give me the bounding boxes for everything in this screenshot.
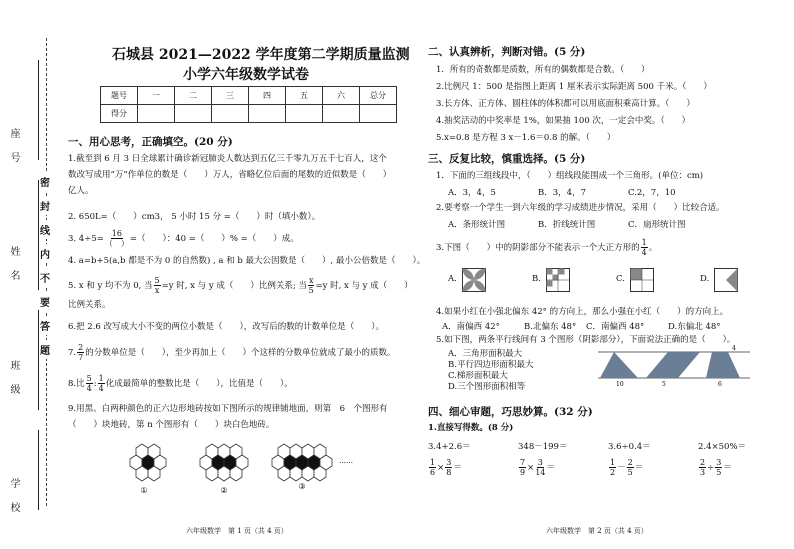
name-line <box>38 180 39 290</box>
exam-subtitle: 小学六年级数学试卷 <box>183 67 309 83</box>
figure-num-4: 4 <box>732 345 736 352</box>
section-3-title: 三、反复比较，慎重选择。(5 分) <box>428 153 586 165</box>
footer-right: 六年级数学 第 2 页（共 4 页） <box>546 527 648 535</box>
fraction <box>98 374 105 393</box>
denominator: 14 <box>535 468 546 477</box>
question-5 <box>68 276 413 295</box>
seal-char: 题 <box>40 340 50 359</box>
fraction <box>627 458 634 477</box>
choice-2-option-b: B．折线统计图 <box>538 220 596 230</box>
score-cell <box>249 105 286 123</box>
equals: ＝ <box>546 463 555 473</box>
numerator: 1 <box>430 458 436 467</box>
calc-2: 348－199＝ <box>518 442 568 452</box>
parallel-lines-figure <box>594 344 754 388</box>
denominator: 8 <box>446 468 452 477</box>
choice-4-option-b: B.北偏东 48° <box>524 322 577 332</box>
choice-5-option-a: A．三角形面积最大 <box>448 349 523 359</box>
score-cell: 二 <box>175 87 212 105</box>
denominator: 5 <box>627 468 633 477</box>
shaded-quarter <box>631 269 643 281</box>
score-cell <box>286 105 323 123</box>
question-3 <box>68 229 299 248</box>
choice-4-option-c: C．南偏西 48° <box>586 322 645 332</box>
seal-char: 要 <box>40 292 50 311</box>
question-8-text: 8.比 <box>68 379 85 389</box>
school-label: 学 校 <box>8 478 19 514</box>
numerator: 5 <box>154 276 160 285</box>
denominator: 4 <box>86 384 92 393</box>
score-cell <box>360 105 397 123</box>
name-label: 姓 名 <box>8 246 19 282</box>
fraction <box>429 458 436 477</box>
equals: ＝ <box>723 463 732 473</box>
question-1-line-1: 1.截至到 6 月 3 日全球累计确诊新冠肺炎人数达到五亿三千零九万五千七百人，这个 <box>68 154 387 164</box>
choice-1-option-b: B．3，4，7 <box>538 188 586 198</box>
question-8-colon: : <box>93 379 97 389</box>
denominator: x <box>154 286 160 295</box>
judge-item-5: 5.x=0.8 是方程 3 x－1.6＝0.8 的解。（ ） <box>436 133 616 143</box>
choice-3-option-c: C. <box>616 274 625 284</box>
section-4-sub: 1.直接写得数。(8 分) <box>428 423 514 433</box>
numerator: 3 <box>716 458 722 467</box>
figure-num-5: 5 <box>662 381 666 388</box>
figure-label-3: ③ <box>298 482 306 491</box>
fraction <box>609 458 616 477</box>
question-1-line-2: 数改写成用“万”作单位的数是（ ）万人，省略亿位后面的尾数的近似数是（ ） <box>68 170 392 180</box>
choice-3-text: 3.下图（ ）中的阴影部分不能表示一个大正方形的 <box>436 243 640 253</box>
question-3-text-2: =（ ）：40 =（ ）% =（ ）成。 <box>129 234 299 244</box>
option-a-figure <box>462 268 486 292</box>
choice-5-option-d: D.三个图形面积相等 <box>448 382 526 392</box>
score-table <box>100 86 397 123</box>
school-line <box>38 430 39 510</box>
option-c-figure <box>630 268 654 292</box>
numerator: 2 <box>627 458 633 467</box>
fraction <box>519 458 526 477</box>
score-cell <box>138 105 175 123</box>
choice-3-option-b: B. <box>532 274 541 284</box>
footer-left: 六年级数学 第 1 页（共 4 页） <box>186 527 288 535</box>
numerator: x <box>308 276 314 285</box>
question-7-text: 的分数单位是（ ），至少再加上（ ）个这样的分数单位就成了最小的质数。 <box>85 348 396 358</box>
choice-question-3 <box>436 238 657 257</box>
denominator: 7 <box>78 353 84 362</box>
exam-title: 石城县 2021—2022 学年度第二学期质量监测 <box>112 47 410 63</box>
right-page <box>428 0 784 549</box>
numerator: 1 <box>98 374 104 383</box>
choice-5-option-b: B.平行四边形面积最大 <box>448 360 534 370</box>
choice-question-1: 1．下面的三组线段中，（ ）组线段能围成一个三角形。(单位：cm) <box>436 171 704 181</box>
question-7 <box>68 343 395 362</box>
denominator: 9 <box>520 468 526 477</box>
score-table-row <box>101 105 397 123</box>
judge-item-2: 2.比例尺 1：500 是指图上距离 1 厘米表示实际距离 500 千米。（ ） <box>436 82 712 92</box>
section-4-title: 四、细心审题，巧思妙算。(32 分) <box>428 406 593 418</box>
numerator: 5 <box>86 374 92 383</box>
operator: ÷ <box>707 463 715 473</box>
numerator: 1 <box>610 458 616 467</box>
denominator: 2 <box>610 468 616 477</box>
calc-7 <box>608 458 643 477</box>
score-cell <box>212 105 249 123</box>
score-cell: 六 <box>323 87 360 105</box>
choice-3-option-a: A. <box>448 274 457 284</box>
shaded-cell <box>547 269 553 275</box>
denominator: 4 <box>641 248 647 257</box>
numerator: 3 <box>446 458 452 467</box>
figure-num-6: 6 <box>718 381 722 388</box>
denominator: （ ） <box>104 239 129 248</box>
parallelogram-shape <box>646 352 700 378</box>
figure-label-2: ② <box>220 486 228 495</box>
choice-5-option-c: C.梯形面积最大 <box>448 371 508 381</box>
option-d-figure <box>714 268 738 292</box>
question-7-num: 7. <box>68 348 77 358</box>
calc-3: 3.6÷0.4＝ <box>608 442 651 452</box>
question-4: 4. a=b+5(a,b 都是不为 0 的自然数) , a 和 b 最大公因数是（ ）, 最小公倍数是（ ）。 <box>68 256 426 266</box>
question-5-text: 5. x 和 y 均不为 0, 当 <box>68 281 153 291</box>
question-6: 6.把 2.6 改写成大小不变的两位小数是（ ），改写后的数的计数单位是（ ）。 <box>68 322 385 332</box>
choice-4-option-d: D.东偏北 48° <box>668 322 721 332</box>
section-2-title: 二、认真辨析，判断对错。(5 分) <box>428 46 586 58</box>
numerator: 1 <box>641 238 647 247</box>
fraction <box>105 229 129 248</box>
choice-4-option-a: A．南偏西 42° <box>442 322 500 332</box>
ellipsis: …… <box>339 457 353 465</box>
hexagon-pattern-figure <box>118 440 358 496</box>
seal-char: 答 <box>40 316 50 335</box>
choice-2-option-c: C．扇形统计图 <box>628 220 686 230</box>
fraction <box>535 458 545 477</box>
question-9-line-2: （ ）块地砖，第 n 个图形有（ ）块白色地砖。 <box>68 420 275 430</box>
question-1-line-3: 亿人。 <box>68 186 94 196</box>
numerator: 2 <box>78 343 84 352</box>
figure-label-1: ① <box>140 486 148 495</box>
denominator: 3 <box>700 468 706 477</box>
fraction <box>154 276 161 295</box>
denominator: 5 <box>308 286 314 295</box>
fraction <box>715 458 722 477</box>
seat-label: 座 号 <box>8 128 19 164</box>
equals: ＝ <box>453 463 462 473</box>
question-8 <box>68 374 293 393</box>
fraction <box>308 276 315 295</box>
operator: × <box>437 463 445 473</box>
question-5-text-2: =y 时, x 与 y 成（ ）比例关系; 当 <box>161 281 307 291</box>
section-1-title: 一、用心思考，正确填空。(20 分) <box>68 136 233 148</box>
judge-item-4: 4.抽奖活动的中奖率是 1%，如果抽 100 次，一定会中奖。（ ） <box>436 116 691 126</box>
score-cell: 一 <box>138 87 175 105</box>
choice-2-option-a: A．条形统计图 <box>448 220 506 230</box>
fraction <box>445 458 452 477</box>
class-label: 班 级 <box>8 360 19 396</box>
choice-3-end: 。 <box>648 243 658 253</box>
question-3-text: 3. 4÷5= <box>68 234 104 244</box>
choice-question-5: 5.如下图，两条平行线间有 3 个图形（阴影部分），下面说法正确的是（ ）。 <box>436 335 736 345</box>
question-9-line-1: 9.用黑、白两种颜色的正六边形地砖按如下图所示的规律铺地面，则第 6 个图形有 <box>68 404 388 414</box>
seat-line <box>38 60 39 160</box>
shaded-cell <box>547 281 553 287</box>
denominator: 6 <box>430 468 436 477</box>
choice-question-4: 4.如果小红在小强北偏东 42° 的方向上，那么小强在小红（ ）的方向上。 <box>436 307 729 317</box>
score-cell <box>323 105 360 123</box>
question-8-text-2: 化成最简单的整数比是（ ），比值是（ ）。 <box>105 379 293 389</box>
fraction <box>77 343 84 362</box>
binding-strip <box>0 0 58 549</box>
score-cell <box>175 105 212 123</box>
score-cell: 总分 <box>360 87 397 105</box>
seal-char: 不 <box>40 268 50 287</box>
seal-char: 内 <box>40 244 50 263</box>
denominator: 4 <box>98 384 104 393</box>
judge-item-3: 3.长方体、正方体、圆柱体的体积都可以用底面积乘高计算。（ ） <box>436 99 695 109</box>
judge-item-1: 1．所有的奇数都是质数，所有的偶数都是合数。（ ） <box>436 65 650 75</box>
calc-6 <box>518 458 555 477</box>
calc-1: 3.4+2.6＝ <box>428 442 471 452</box>
seal-char: 封 <box>40 196 50 215</box>
denominator: 5 <box>716 468 722 477</box>
score-cell: 五 <box>286 87 323 105</box>
shaded-cell <box>559 269 565 275</box>
class-line <box>38 310 39 410</box>
choice-1-option-a: A．3，4，5 <box>448 188 496 198</box>
score-cell: 题号 <box>101 87 138 105</box>
score-cell: 四 <box>249 87 286 105</box>
equals: ＝ <box>634 463 644 473</box>
operator: × <box>527 463 535 473</box>
left-page <box>68 0 426 549</box>
numerator: 16 <box>111 229 122 238</box>
figure-num-10: 10 <box>616 381 624 388</box>
score-cell: 三 <box>212 87 249 105</box>
operator: － <box>617 463 626 473</box>
numerator: 7 <box>520 458 526 467</box>
shaded-cell <box>553 275 559 281</box>
question-2: 2. 650L=（ ）cm3， 5 小时 15 分 =（ ）时（填小数）。 <box>68 212 321 222</box>
score-table-row <box>101 87 397 105</box>
calc-5 <box>428 458 462 477</box>
triangle-shape <box>600 352 638 378</box>
question-5-line-2: 比例关系。 <box>68 300 111 310</box>
score-cell: 得分 <box>101 105 138 123</box>
numerator: 3 <box>537 458 543 467</box>
calc-8 <box>698 458 732 477</box>
numerator: 2 <box>700 458 706 467</box>
fraction <box>86 374 93 393</box>
choice-1-option-c: C.2，7，10 <box>628 188 676 198</box>
seal-char: 密 <box>40 172 50 191</box>
choice-question-2: 2.要考察一个学生一到六年级的学习成绩进步情况，采用（ ）比较合适。 <box>436 203 725 213</box>
question-5-text-3: =y 时, x 与 y 成（ ） <box>315 281 413 291</box>
fraction <box>641 238 648 257</box>
fraction <box>699 458 706 477</box>
choice-3-option-d: D. <box>700 274 710 284</box>
calc-4: 2.4×50%＝ <box>698 442 747 452</box>
option-b-figure <box>546 268 570 292</box>
seal-char: 线 <box>40 220 50 239</box>
trapezoid-shape <box>706 352 740 378</box>
